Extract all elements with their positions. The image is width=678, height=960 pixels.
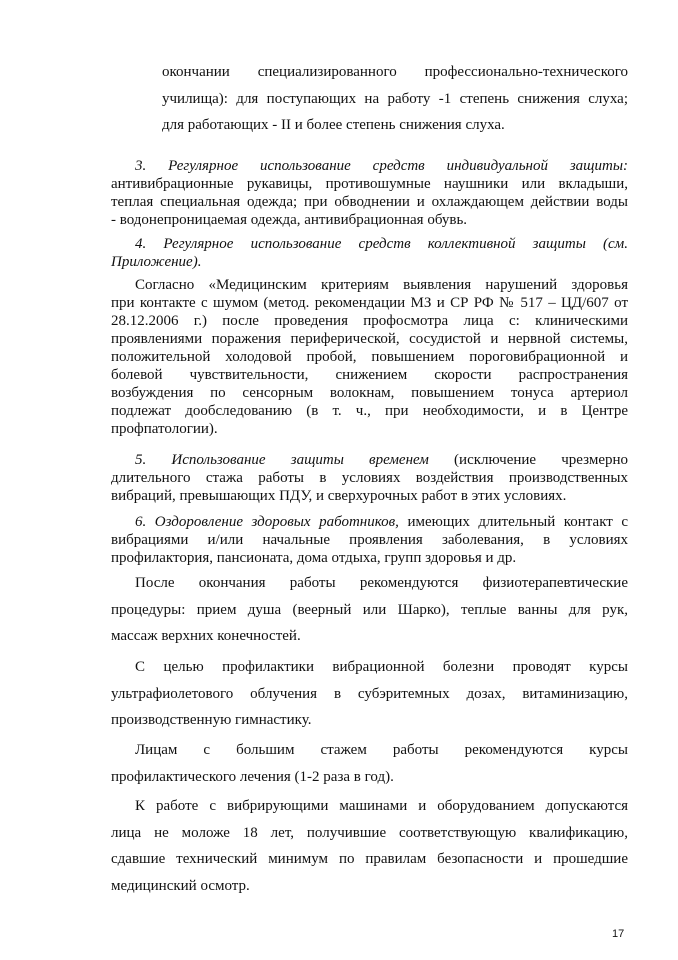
- text-line: длительного стажа работы в условиях воздействия производственных: [111, 470, 628, 486]
- item-heading: 4. Регулярное использование средств коллективной защиты (см.: [135, 236, 628, 252]
- text-line: сдавшие технический минимум по правилам безопасности и прошедшие: [111, 851, 628, 867]
- item-heading-rest: (исключение чрезмерно: [428, 452, 628, 468]
- text-line: массаж верхних конечностей.: [111, 628, 301, 644]
- paragraph-procedures: [111, 570, 628, 650]
- text-line: училища): для поступающих на работу -1 степень снижения слуха;: [162, 90, 628, 107]
- paragraph-item-5: [111, 451, 628, 505]
- text-line: процедуры: прием душа (веерный или Шарко), теплые ванны для рук,: [111, 601, 628, 618]
- text-line: Приложение).: [111, 254, 202, 270]
- text-line: профилактория, пансионата, дома отдыха, групп здоровья и др.: [111, 550, 517, 566]
- paragraph-1: [162, 59, 628, 139]
- text-line: при контакте с шумом (метод. рекомендации МЗ и СР РФ № 517 – ЦД/607 от: [111, 295, 628, 311]
- text-line: профилактического лечения (1-2 раза в год).: [111, 768, 394, 785]
- text-line: для работающих - II и более степень снижения слуха.: [162, 117, 505, 133]
- text-line: Лицам с большим стажем работы рекомендуются курсы: [135, 742, 628, 758]
- item-heading-rest: имеющих длительный контакт с: [398, 514, 629, 530]
- text-line: производственную гимнастику.: [111, 712, 312, 728]
- item-heading: [111, 451, 628, 469]
- text-line: теплая специальная одежда; при обводнении и охлаждающем действии воды: [111, 194, 628, 210]
- text-line: лица не моложе 18 лет, получившие соответствующую квалификацию,: [111, 824, 628, 841]
- text-line: 28.12.2006 г.) после проведения профосмотра лица с: клиническими: [111, 313, 628, 329]
- paragraph-item-3: [111, 157, 628, 229]
- text-line: К работе с вибрирующими машинами и оборудованием допускаются: [135, 798, 628, 814]
- text-line: положительной холодовой пробой, повышением пороговибрационной и: [111, 349, 628, 365]
- text-line: медицинский осмотр.: [111, 877, 250, 894]
- paragraph-prevention: [111, 654, 628, 734]
- paragraph-experienced: [111, 737, 628, 790]
- text-line: антивибрационные рукавицы, противошумные наушники или вкладыши,: [111, 176, 628, 192]
- text-line: ультрафиолетового облучения в субэритемных дозах, витаминизацию,: [111, 685, 628, 702]
- paragraph-item-6: [111, 513, 628, 567]
- text-line: С целью профилактики вибрационной болезни проводят курсы: [135, 659, 628, 675]
- paragraph-item-4: [111, 235, 628, 271]
- text-line: вибраций, превышающих ПДУ, и сверхурочных работ в этих условиях.: [111, 488, 567, 504]
- text-line: - водонепроницаемая одежда, антивибрационная обувь.: [111, 212, 468, 228]
- item-heading: [111, 513, 628, 531]
- text-line: профпатологии).: [111, 421, 218, 437]
- paragraph-criteria: [111, 276, 628, 438]
- item-heading-italic: 5. Использование защиты временем: [135, 452, 429, 468]
- text-line: Согласно «Медицинским критериям выявления нарушений здоровья: [135, 277, 628, 293]
- item-heading: 3. Регулярное использование средств индивидуальной защиты:: [135, 158, 628, 174]
- text-line: подлежат дообследованию (в т. ч., при необходимости, и в Центре: [111, 403, 628, 419]
- item-heading-italic: 6. Оздоровление здоровых работников,: [135, 514, 399, 530]
- text-line: вибрациями и/или начальные проявления заболевания, в условиях: [111, 532, 628, 548]
- text-line: После окончания работы рекомендуются физиотерапевтические: [135, 575, 628, 591]
- paragraph-admission: [111, 793, 628, 899]
- text-line: возбуждения по сенсорным волокнам, повышением тонуса артериол: [111, 385, 628, 401]
- text-line: окончании специализированного профессионально-технического: [162, 64, 628, 80]
- page-number: 17: [612, 928, 625, 940]
- text-line: проявлениями поражения периферической, сосудистой и нервной системы,: [111, 331, 628, 347]
- text-line: болевой чувствительности, снижением скорости распространения: [111, 367, 628, 383]
